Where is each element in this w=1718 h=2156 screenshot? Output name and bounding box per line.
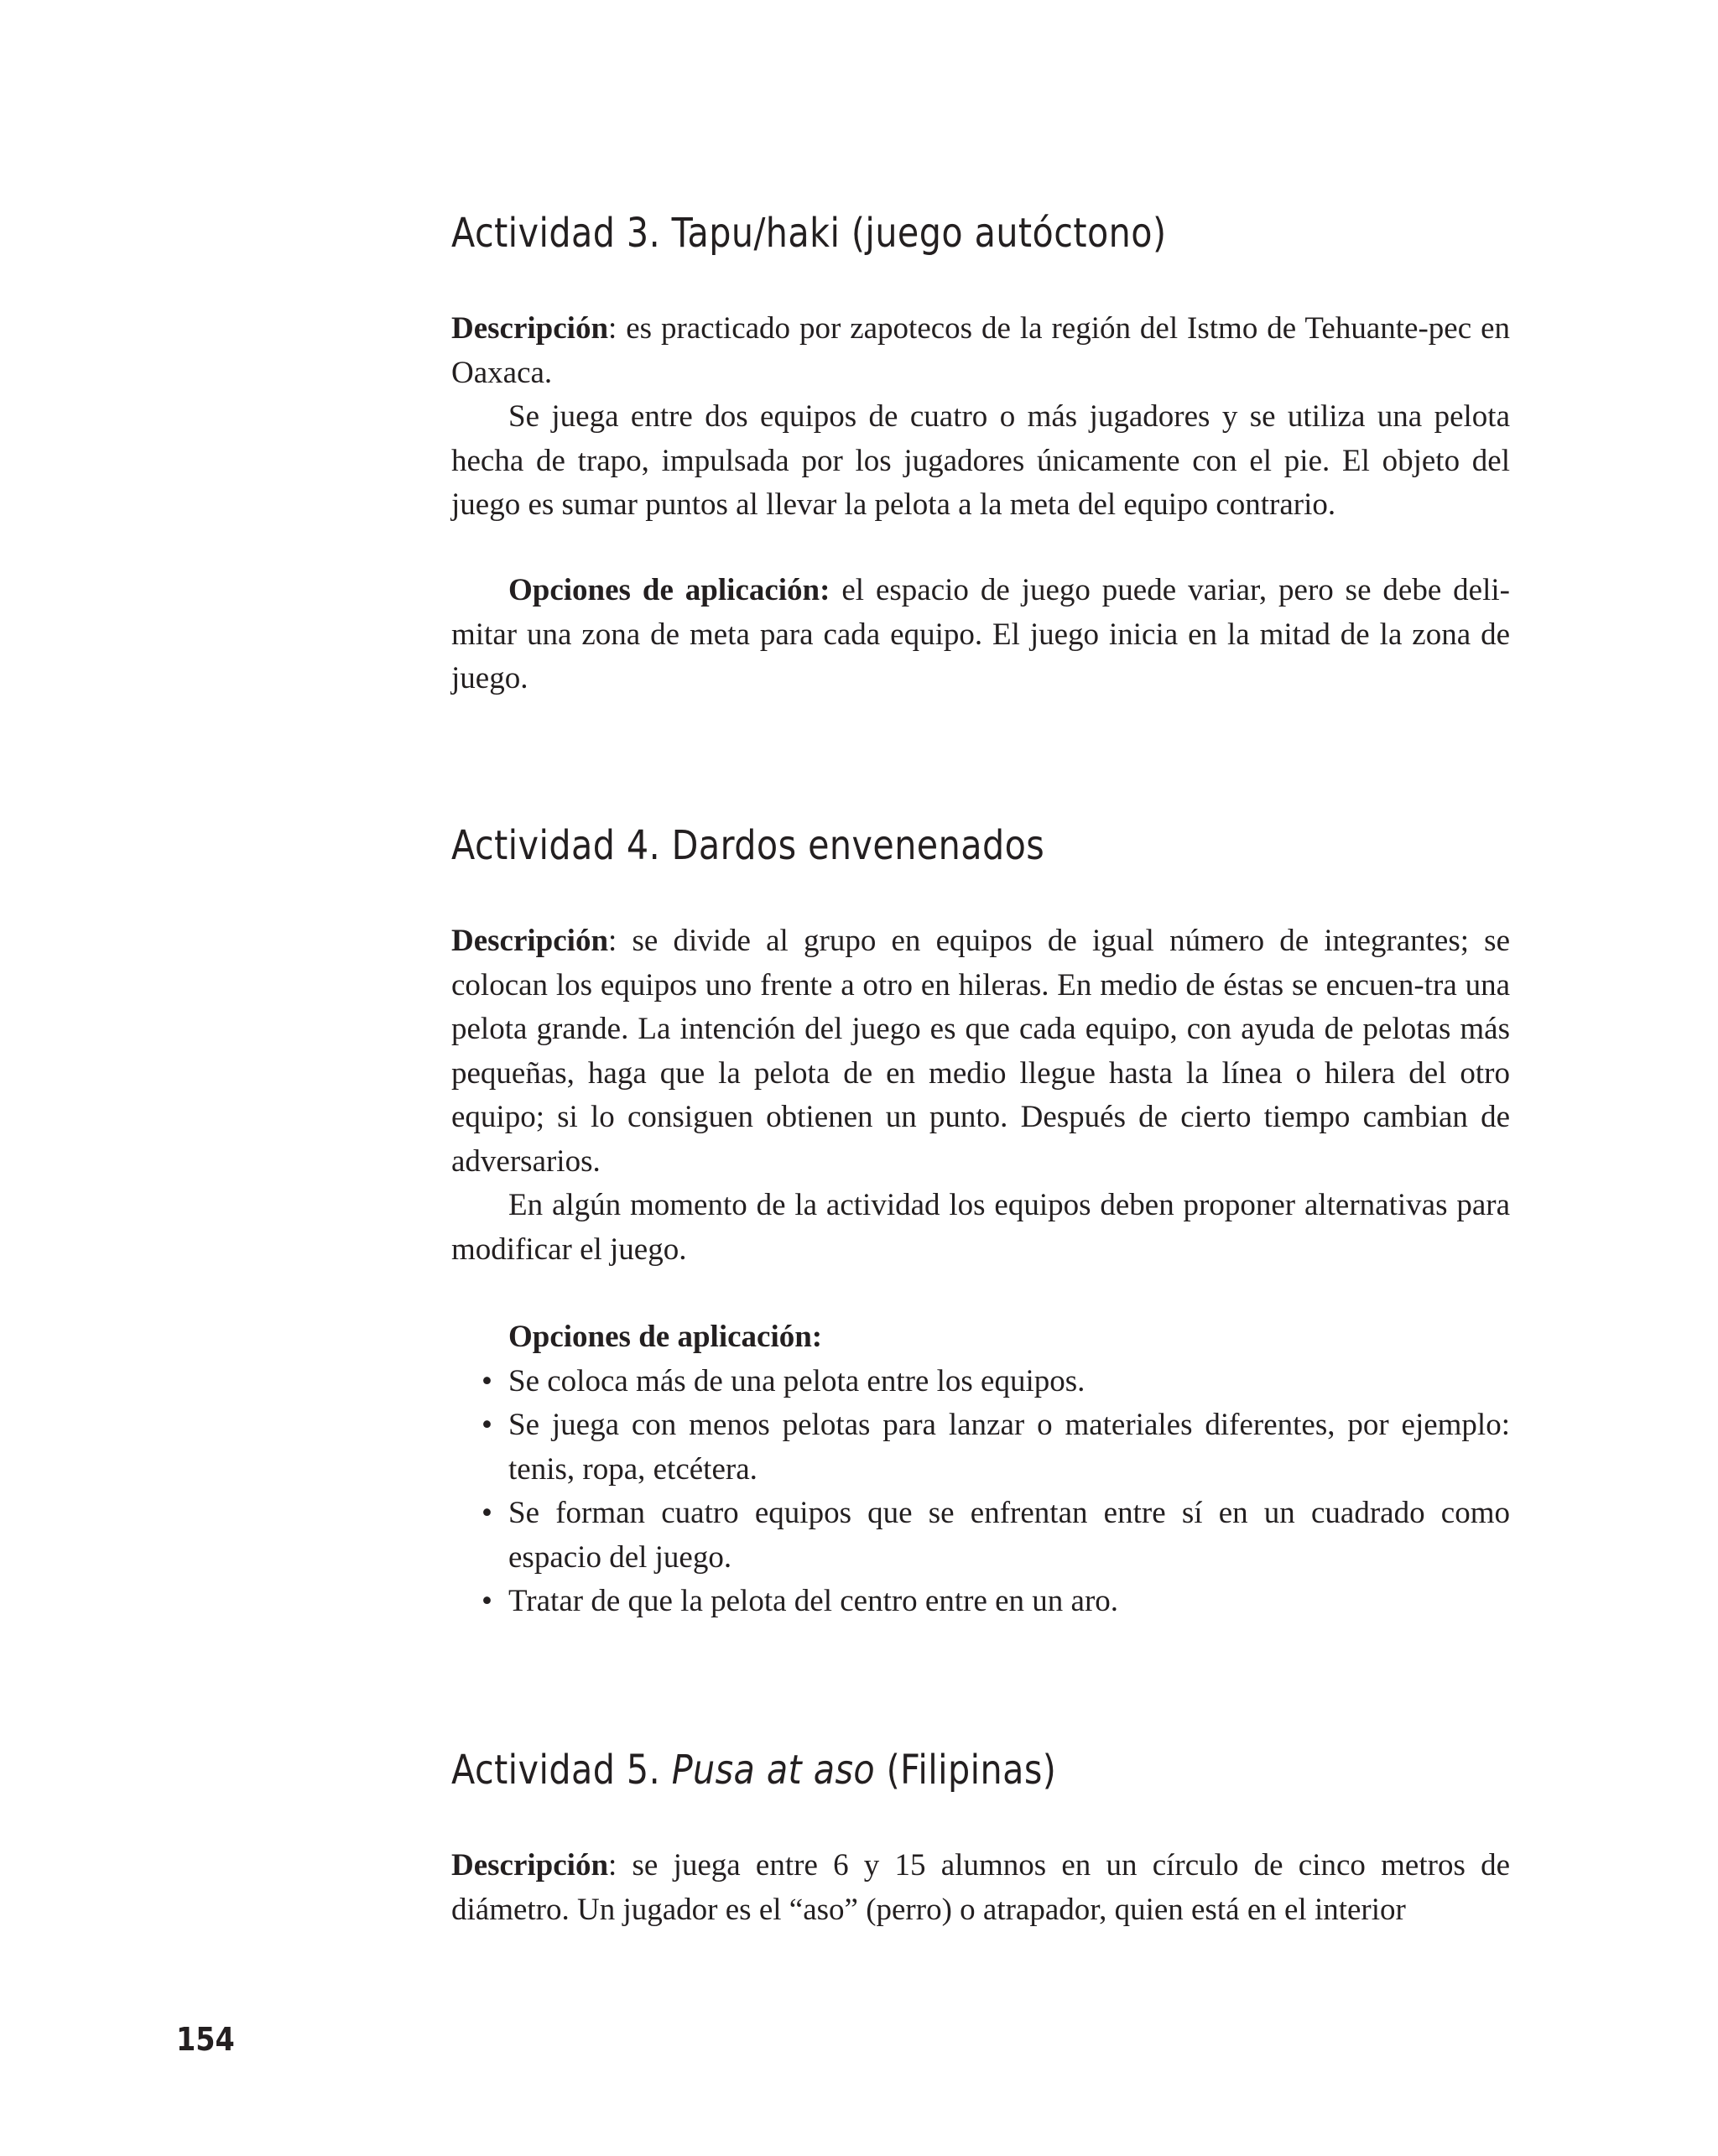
description-text: : se juega entre 6 y 15 alumnos en un círculo de cinco metros de diámetro. Un jugador es el “aso” (perro) o atrapador, quien está en el interior [451,1848,1510,1927]
list-item-text: Se coloca más de una pelota entre los equipos. [508,1363,1085,1398]
bullet-icon: • [482,1496,492,1530]
activity-5-description [451,1844,1510,1932]
activity-4-options [451,1315,1510,1624]
description-label: Descripción [451,311,609,346]
activity-3-heading: Actividad 3. Tapu/haki (juego autóctono) [451,210,1167,257]
list-item-text: Tratar de que la pelota del centro entre en un aro. [508,1584,1119,1618]
list-item [451,1403,1510,1492]
activity-3-options-paragraph [451,569,1510,701]
activity-3-body [451,307,1510,528]
activity-3-options [451,569,1510,701]
list-item-text: Se forman cuatro equipos que se enfrentan entre sí en un cuadrado como espacio del juego. [508,1496,1510,1575]
activity-4-heading: Actividad 4. Dardos envenenados [451,822,1045,869]
activity-5-body [451,1844,1510,1932]
description-label: Descripción [451,924,609,958]
list-item [451,1492,1510,1580]
list-item [451,1580,1510,1624]
activity-3-paragraph: Se juega entre dos equipos de cuatro o más jugadores y se utiliza una pelota hecha de trapo, impulsada por los jugadores únicamente con el pie. El objeto del juego es sumar puntos al llevar la pelota a la meta del equipo contrario. [451,399,1510,522]
heading-suffix: (Filipinas) [875,1747,1057,1794]
options-label: Opciones de aplicación: [508,573,830,607]
options-label: Opciones de aplicación: [508,1320,823,1354]
description-label: Descripción [451,1848,609,1883]
page-number: 154 [176,2021,235,2058]
options-text: el espacio de juego puede variar, pero se debe deli-mitar una zona de meta para cada equipo. El juego inicia en la mitad de la zona de juego. [451,573,1510,695]
bullet-icon: • [482,1408,492,1442]
activity-3-description [451,307,1510,395]
heading-italic-title: Pusa at aso [671,1747,876,1794]
bullet-icon: • [482,1584,492,1618]
activity-4-body [451,919,1510,1272]
activity-5-heading [451,1747,1057,1794]
options-list [451,1360,1510,1624]
activity-4-paragraph: En algún momento de la actividad los equipos deben proponer alternativas para modificar el juego. [451,1188,1510,1267]
list-item-text: Se juega con menos pelotas para lanzar o materiales diferentes, por ejemplo: tenis, ropa, etcétera. [508,1408,1510,1487]
activity-4-description [451,919,1510,1184]
bullet-icon: • [482,1363,492,1398]
description-text: : es practicado por zapotecos de la región del Istmo de Tehuante-pec en Oaxaca. [451,311,1510,390]
description-text: : se divide al grupo en equipos de igual número de integrantes; se colocan los equipos uno frente a otro en hileras. En medio de éstas se encuen-tra una pelota grande. La intención del juego es que cada equipo, con ayuda de pelotas más pequeñas, haga que la pelota de en medio llegue hasta la línea o hilera del otro equipo; si lo consiguen obtienen un punto. Después de cierto tiempo cambian de adversarios. [451,924,1510,1179]
heading-prefix: Actividad 5. [451,1747,672,1794]
list-item [451,1360,1510,1404]
